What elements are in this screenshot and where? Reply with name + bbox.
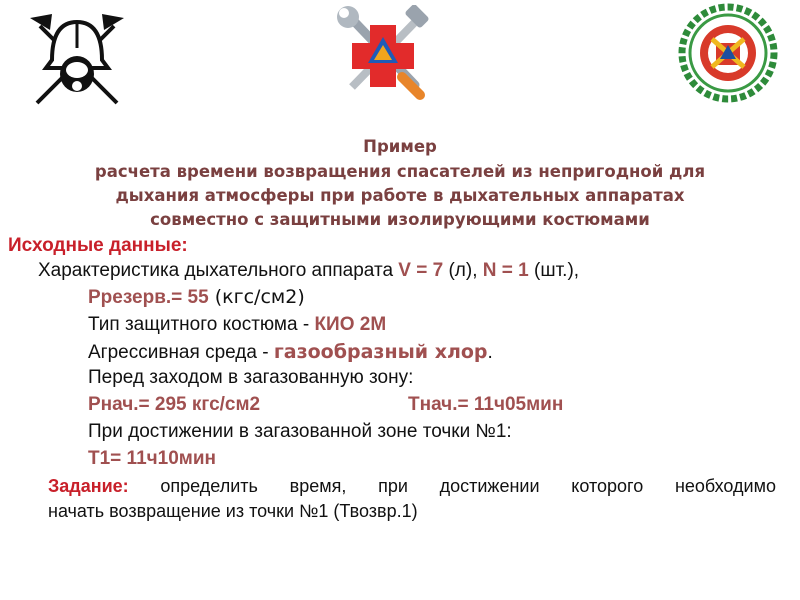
rescue-cross-emblem-icon bbox=[330, 5, 435, 100]
env-label: Агрессивная среда - bbox=[88, 342, 274, 363]
volume-unit: (л), bbox=[443, 260, 483, 281]
start-time: Тнач.= 11ч05мин bbox=[408, 394, 564, 415]
count-value: N = 1 bbox=[482, 260, 529, 281]
task-block bbox=[48, 474, 776, 524]
task-text-1: определить время, при достижении которого необходимо bbox=[128, 476, 776, 496]
suit-value: КИО 2М bbox=[314, 314, 387, 335]
volume-value: V = 7 bbox=[398, 260, 444, 281]
mine-rescue-wreath-icon bbox=[678, 3, 778, 103]
env-suffix: . bbox=[487, 342, 493, 363]
apparatus-label: Характеристика дыхательного аппарата bbox=[38, 260, 399, 281]
start-pressure: Рнач.= 295 кгс/см2 bbox=[88, 394, 261, 415]
title-line-4: совместно с защитными изолирующими костюмами bbox=[150, 210, 650, 229]
task-text-2: начать возвращение из точки №1 (Твозвр.1) bbox=[48, 501, 418, 521]
reserve-value: Ррезерв.= 55 bbox=[88, 287, 209, 308]
reserve-unit: (кгс/см2) bbox=[208, 286, 305, 308]
title-line-3: дыхания атмосферы при работе в дыхательных аппаратах bbox=[115, 186, 685, 205]
title-line-2: расчета времени возвращения спасателей из непригодной для bbox=[94, 162, 706, 181]
env-value: газообразный хлор bbox=[273, 341, 488, 363]
point-reach-text: При достижении в загазованной зоне точки №1: bbox=[88, 421, 512, 442]
firefighter-emblem-icon bbox=[22, 8, 132, 108]
title-line-1: Пример bbox=[363, 137, 437, 156]
before-entry-text: Перед заходом в загазованную зону: bbox=[88, 367, 414, 388]
suit-type bbox=[88, 313, 386, 337]
count-unit: (шт.), bbox=[528, 260, 580, 281]
aggressive-environment bbox=[88, 340, 493, 365]
apparatus-characteristics bbox=[38, 259, 579, 283]
source-data-heading: Исходные данные: bbox=[8, 235, 188, 256]
reserve-pressure bbox=[88, 285, 305, 310]
point-1-time: Т1= 11ч10мин bbox=[88, 448, 217, 469]
task-line-1 bbox=[48, 474, 776, 499]
task-label: Задание: bbox=[48, 476, 129, 496]
suit-label: Тип защитного костюма - bbox=[88, 314, 315, 335]
